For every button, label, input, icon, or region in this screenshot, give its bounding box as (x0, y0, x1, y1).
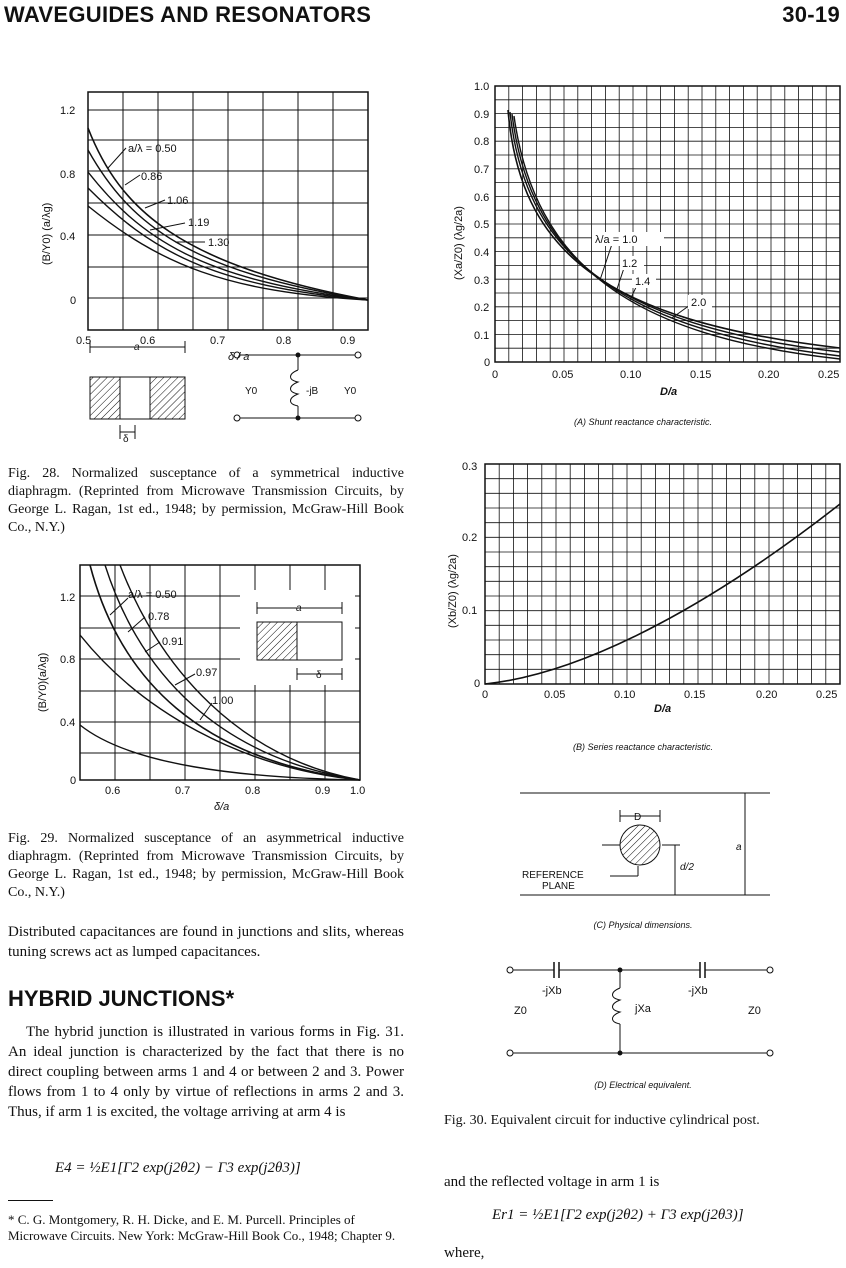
fig30a-ytick: 0 (484, 357, 491, 369)
fig30a-xtick: 0 (492, 369, 499, 381)
fig29-ylabel: (B/Y0)(a/λg) (37, 652, 49, 712)
fig28-curve-label: 1.06 (167, 195, 189, 207)
fig30b-xtick: 0.10 (614, 689, 636, 701)
section-heading: HYBRID JUNCTIONS* (8, 986, 235, 1011)
fig30a-xtick: 0.05 (552, 369, 574, 381)
fig30d-xb2: -jXb (688, 985, 708, 997)
fig28-y0-right: Y0 (344, 386, 357, 397)
fig30a-graph (440, 80, 846, 420)
footnote: * C. G. Montgomery, R. H. Dicke, and E. M. Purcell. Principles of Microwave Circuits. New York: McGraw-Hill Book Co., 1948; Chapter 9. (8, 1212, 396, 1243)
fig30b-xtick: 0.15 (684, 689, 706, 701)
fig30d-circuit (500, 958, 800, 1068)
fig28-dim-delta: δ (123, 434, 129, 445)
fig30c-diagram (520, 788, 780, 908)
fig30a-ytick: 0.5 (474, 219, 490, 231)
fig30-caption: Fig. 30. Equivalent circuit for inductive cylindrical post. (444, 1113, 760, 1128)
equation-e4: E4 = ½E1[Γ2 exp(j2θ2) − Γ3 exp(j2θ3)] (55, 1160, 301, 1176)
fig30a-ytick: 0.7 (474, 164, 490, 176)
fig28-dim-a: a (134, 342, 140, 353)
fig30a-xlabel: D/a (660, 386, 678, 398)
fig28-ylabel: (B/Y0) (a/λg) (41, 202, 53, 265)
fig28-ytick: 0 (70, 295, 77, 307)
fig28-xtick: 0.7 (210, 335, 226, 347)
fig30a-curve-label: 1.2 (622, 258, 638, 270)
fig30a-subcaption: (A) Shunt reactance characteristic. (573, 417, 713, 427)
fig30d-z0-right: Z0 (748, 1005, 761, 1017)
fig30c-ref-label: REFERENCE (522, 870, 584, 881)
fig28-curve-label: 1.30 (208, 237, 230, 249)
fig30a-ytick: 0.1 (474, 330, 490, 342)
fig30a-ytick: 0.3 (474, 275, 490, 287)
fig29-curve-label: 0.97 (196, 667, 218, 679)
paragraph-capacitances: Distributed capacitances are found in junctions and slits, whereas tuning screws act as lumped capacitances. (8, 924, 404, 960)
fig28-caption: Fig. 28. Normalized susceptance of a symmetrical inductive diaphragm. (Reprinted from Microwave Transmission Circuits, by George L. Ragan, 1st ed., 1948; by permission, McGraw-Hill Book Co., N.Y.) (8, 466, 404, 535)
fig29-ytick: 1.2 (60, 592, 76, 604)
fig29-curve-label: 1.00 (212, 695, 234, 707)
fig28-y0-left: Y0 (245, 386, 258, 397)
fig30a-ytick: 0.2 (474, 302, 490, 314)
fig30b-ytick: 0 (474, 678, 481, 690)
fig30b-subcaption: (B) Series reactance characteristic. (572, 742, 714, 752)
fig30d-z0-left: Z0 (514, 1005, 527, 1017)
fig30b-xtick: 0.20 (756, 689, 778, 701)
fig30c-subcaption: (C) Physical dimensions. (593, 920, 693, 930)
fig30c-d2-label: d/2 (680, 862, 694, 873)
fig30a-ytick: 0.9 (474, 109, 490, 121)
fig30a-ytick: 0.4 (474, 247, 490, 259)
fig28-xtick: 0.8 (276, 335, 292, 347)
paragraph-reflected: and the reflected voltage in arm 1 is (444, 1174, 660, 1190)
fig29-graph (0, 560, 420, 822)
paragraph-hybrid: The hybrid junction is illustrated in various forms in Fig. 31. An ideal junction is characterized by the fact that there is no direct coupling between arms 1 and 4 or between 2 and 3. Power flows from 1 to 4 only by virtue of reflections in arms 2 and 3. Thus, if arm 1 is excited, the voltage arriving at arm 4 is (8, 1024, 404, 1120)
fig29-caption: Fig. 29. Normalized susceptance of an asymmetrical inductive diaphragm. (Reprinted from Microwave Transmission Circuits, by George L. Ragan, 1st ed., 1948; by permission, McGraw-Hill Book Co., N.Y.) (8, 831, 404, 900)
fig30a-ylabel: (Xa/Z0) (λg/2a) (453, 206, 465, 280)
fig29-ytick: 0 (70, 775, 77, 787)
fig30b-xtick: 0.25 (816, 689, 838, 701)
fig30b-graph (440, 458, 846, 715)
fig30c-plane-label: PLANE (542, 881, 575, 892)
fig30a-xtick: 0.15 (690, 369, 712, 381)
fig30a-curve-label: 1.4 (635, 276, 651, 288)
fig30d-xa: jXa (635, 1003, 651, 1015)
fig28-ytick: 1.2 (60, 105, 76, 117)
fig30d-subcaption: (D) Electrical equivalent. (594, 1080, 692, 1090)
fig29-dim-delta: δ (316, 670, 322, 681)
fig28-xlabel: δ / a (228, 351, 250, 363)
fig30b-xlabel: D/a (654, 703, 672, 715)
fig30b-ytick: 0.1 (462, 605, 478, 617)
fig30a-ytick: 0.8 (474, 136, 490, 148)
paragraph-where: where, (444, 1245, 485, 1261)
fig29-ytick: 0.8 (60, 654, 76, 666)
fig30a-xtick: 0.20 (758, 369, 780, 381)
fig29-curve-label: a/λ = 0.50 (128, 589, 177, 601)
fig30b-xtick: 0.05 (544, 689, 566, 701)
fig30a-ytick: 0.6 (474, 192, 490, 204)
equation-er1: Er1 = ½E1[Γ2 exp(j2θ2) + Γ3 exp(j2θ3)] (492, 1207, 744, 1223)
fig30d-xb1: -jXb (542, 985, 562, 997)
fig30a-xtick: 0.10 (620, 369, 642, 381)
fig28-xtick: 0.6 (140, 335, 156, 347)
fig30a-ytick: 1.0 (474, 81, 490, 93)
fig30c-d-label: D (634, 812, 642, 823)
fig30a-curve-label: λ/a = 1.0 (595, 234, 638, 246)
fig28-graph (0, 60, 420, 450)
fig30a-curve-label: 2.0 (691, 297, 707, 309)
fig30b-ytick: 0.3 (462, 461, 478, 473)
running-header: WAVEGUIDES AND RESONATORS (4, 2, 372, 27)
footnote-rule (8, 1200, 53, 1201)
fig29-xtick: 0.8 (245, 785, 261, 797)
fig28-ytick: 0.4 (60, 231, 76, 243)
fig29-xtick: 1.0 (350, 785, 366, 797)
fig30b-ytick: 0.2 (462, 532, 478, 544)
fig28-xtick: 0.5 (76, 335, 92, 347)
fig28-jb: -jB (306, 386, 319, 397)
fig28-curve-label: a/λ = 0.50 (128, 143, 177, 155)
fig29-curve-label: 0.91 (162, 636, 184, 648)
fig29-curve-label: 0.78 (148, 611, 170, 623)
fig29-xlabel: δ/a (214, 801, 230, 813)
fig28-ytick: 0.8 (60, 169, 76, 181)
fig29-xtick: 0.9 (315, 785, 331, 797)
fig29-xtick: 0.7 (175, 785, 191, 797)
fig30b-xtick: 0 (482, 689, 489, 701)
fig28-curve-label: 0.86 (141, 171, 163, 183)
fig30b-ylabel: (Xb/Z0) (λg/2a) (447, 554, 459, 628)
page-number: 30-19 (782, 2, 840, 27)
fig29-dim-a: a (296, 603, 302, 614)
fig30a-xtick: 0.25 (818, 369, 840, 381)
fig30c-a-label: a (736, 842, 742, 853)
fig28-xtick: 0.9 (340, 335, 356, 347)
fig29-ytick: 0.4 (60, 717, 76, 729)
fig28-curve-label: 1.19 (188, 217, 210, 229)
fig29-xtick: 0.6 (105, 785, 121, 797)
